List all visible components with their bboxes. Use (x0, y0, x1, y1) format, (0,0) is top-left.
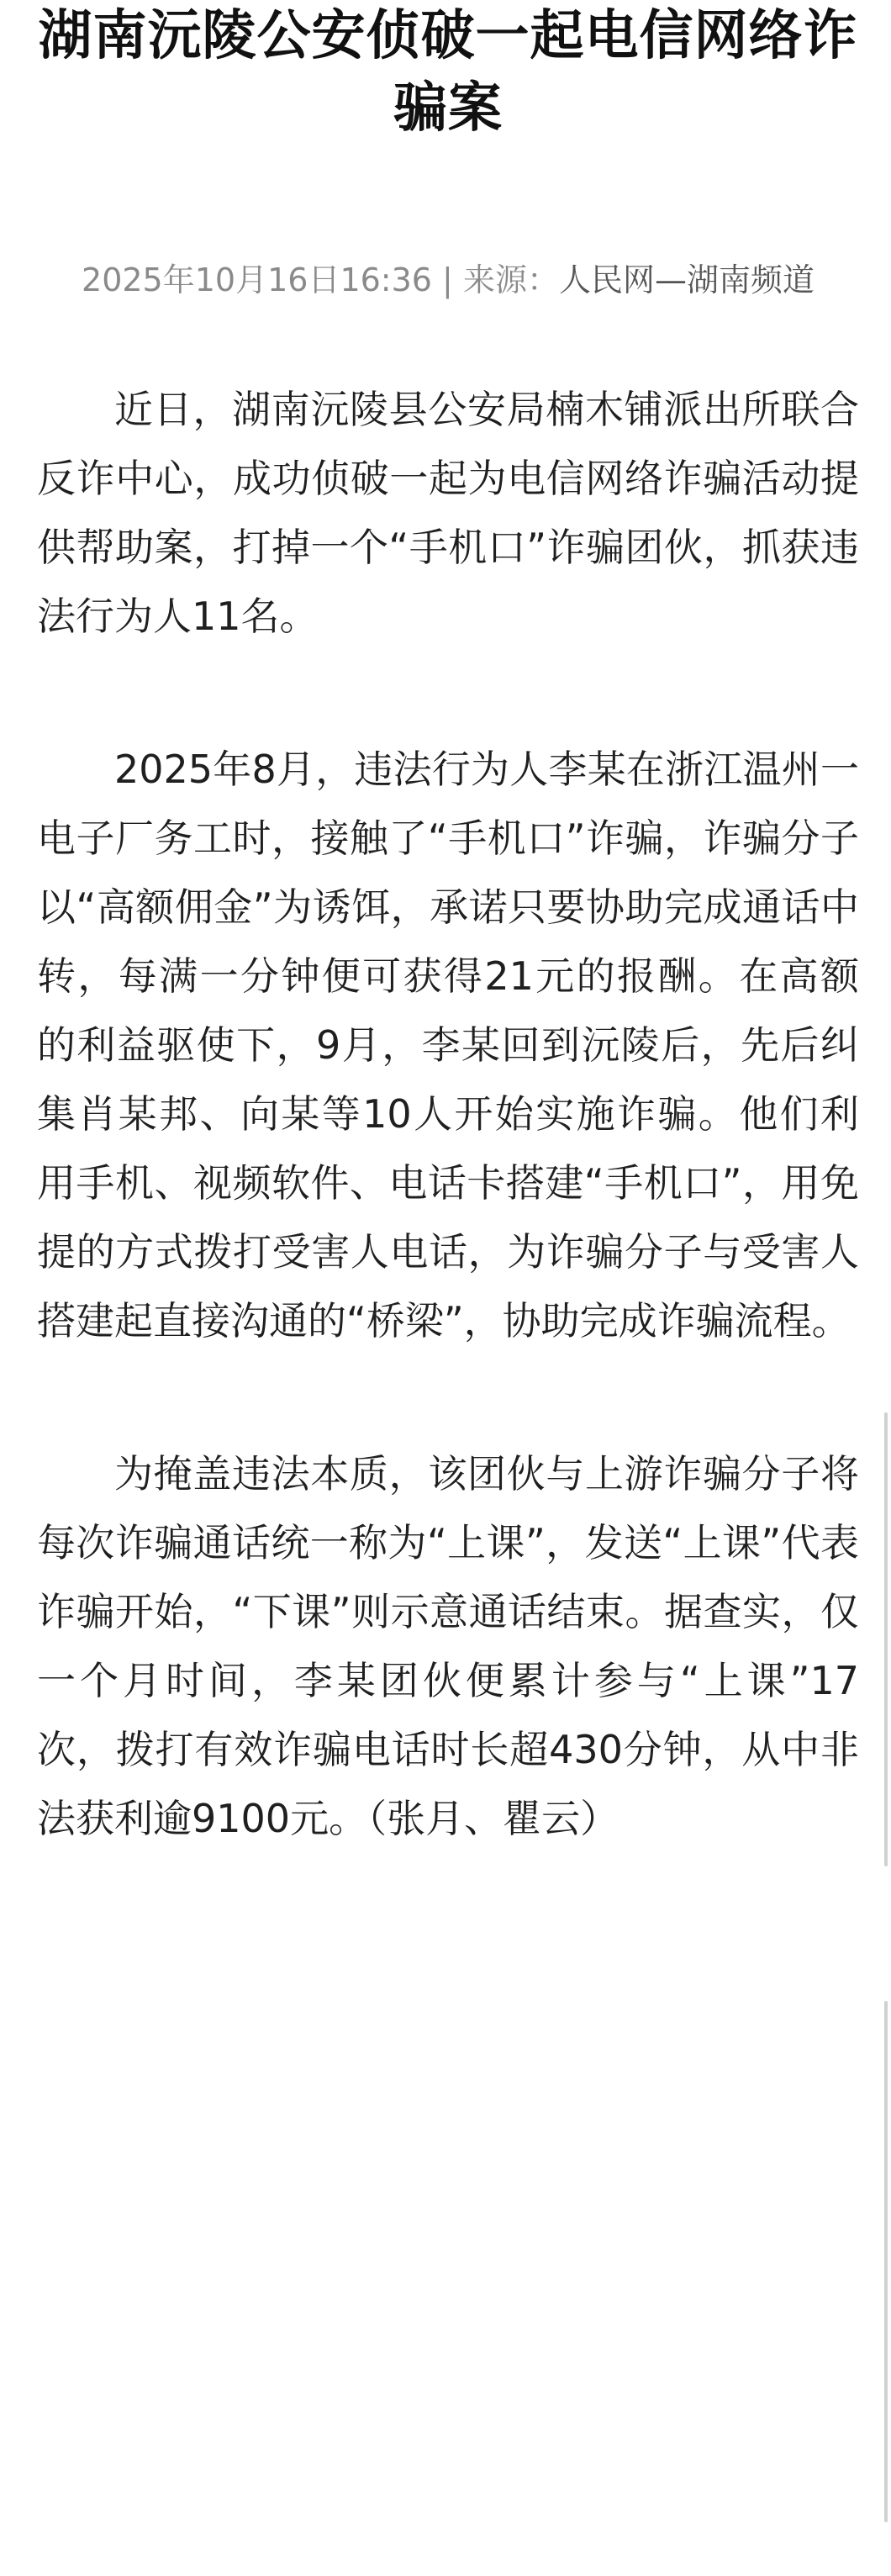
meta-separator: | (431, 261, 463, 298)
article-source[interactable]: 人民网—湖南频道 (558, 261, 815, 298)
source-label: 来源： (462, 261, 559, 298)
page-scrollbar[interactable] (884, 2001, 888, 2522)
article-title: 湖南沅陵公安侦破一起电信网络诈骗案 (38, 5, 858, 140)
article-body (37, 375, 859, 1853)
article-paragraph: 2025年8月，违法行为人李某在浙江温州一电子厂务工时，接触了“手机口”诈骗，诈骗分子以“高额佣金”为诱饵，承诺只要协助完成通话中转，每满一分钟便可获得21元的报酬。在高额的利益驱使下，9月，李某回到沅陵后，先后纠集肖某邦、向某等10人开始实施诈骗。他们利用手机、视频软件、电话卡搭建“手机口”，用免提的方式拨打受害人电话，为诈骗分子与受害人搭建起直接沟通的“桥梁”，协助完成诈骗流程。 (37, 747, 859, 1343)
article-paragraph: 为掩盖违法本质，该团伙与上游诈骗分子将每次诈骗通话统一称为“上课”，发送“上课”代表诈骗开始，“下课”则示意通话结束。据查实，仅一个月时间，李某团伙便累计参与“上课”17次，拨打有效诈骗电话时长超430分钟，从中非法获利逾9100元。（张月、瞿云） (37, 1451, 859, 1841)
article-paragraph: 近日，湖南沅陵县公安局楠木铺派出所联合反诈中心，成功侦破一起为电信网络诈骗活动提供帮助案，打掉一个“手机口”诈骗团伙，抓获违法行为人11名。 (37, 387, 859, 639)
page-scrollbar[interactable] (884, 1412, 888, 1866)
publish-date: 2025年10月16日16:36 (82, 261, 432, 298)
article-meta (37, 257, 859, 303)
